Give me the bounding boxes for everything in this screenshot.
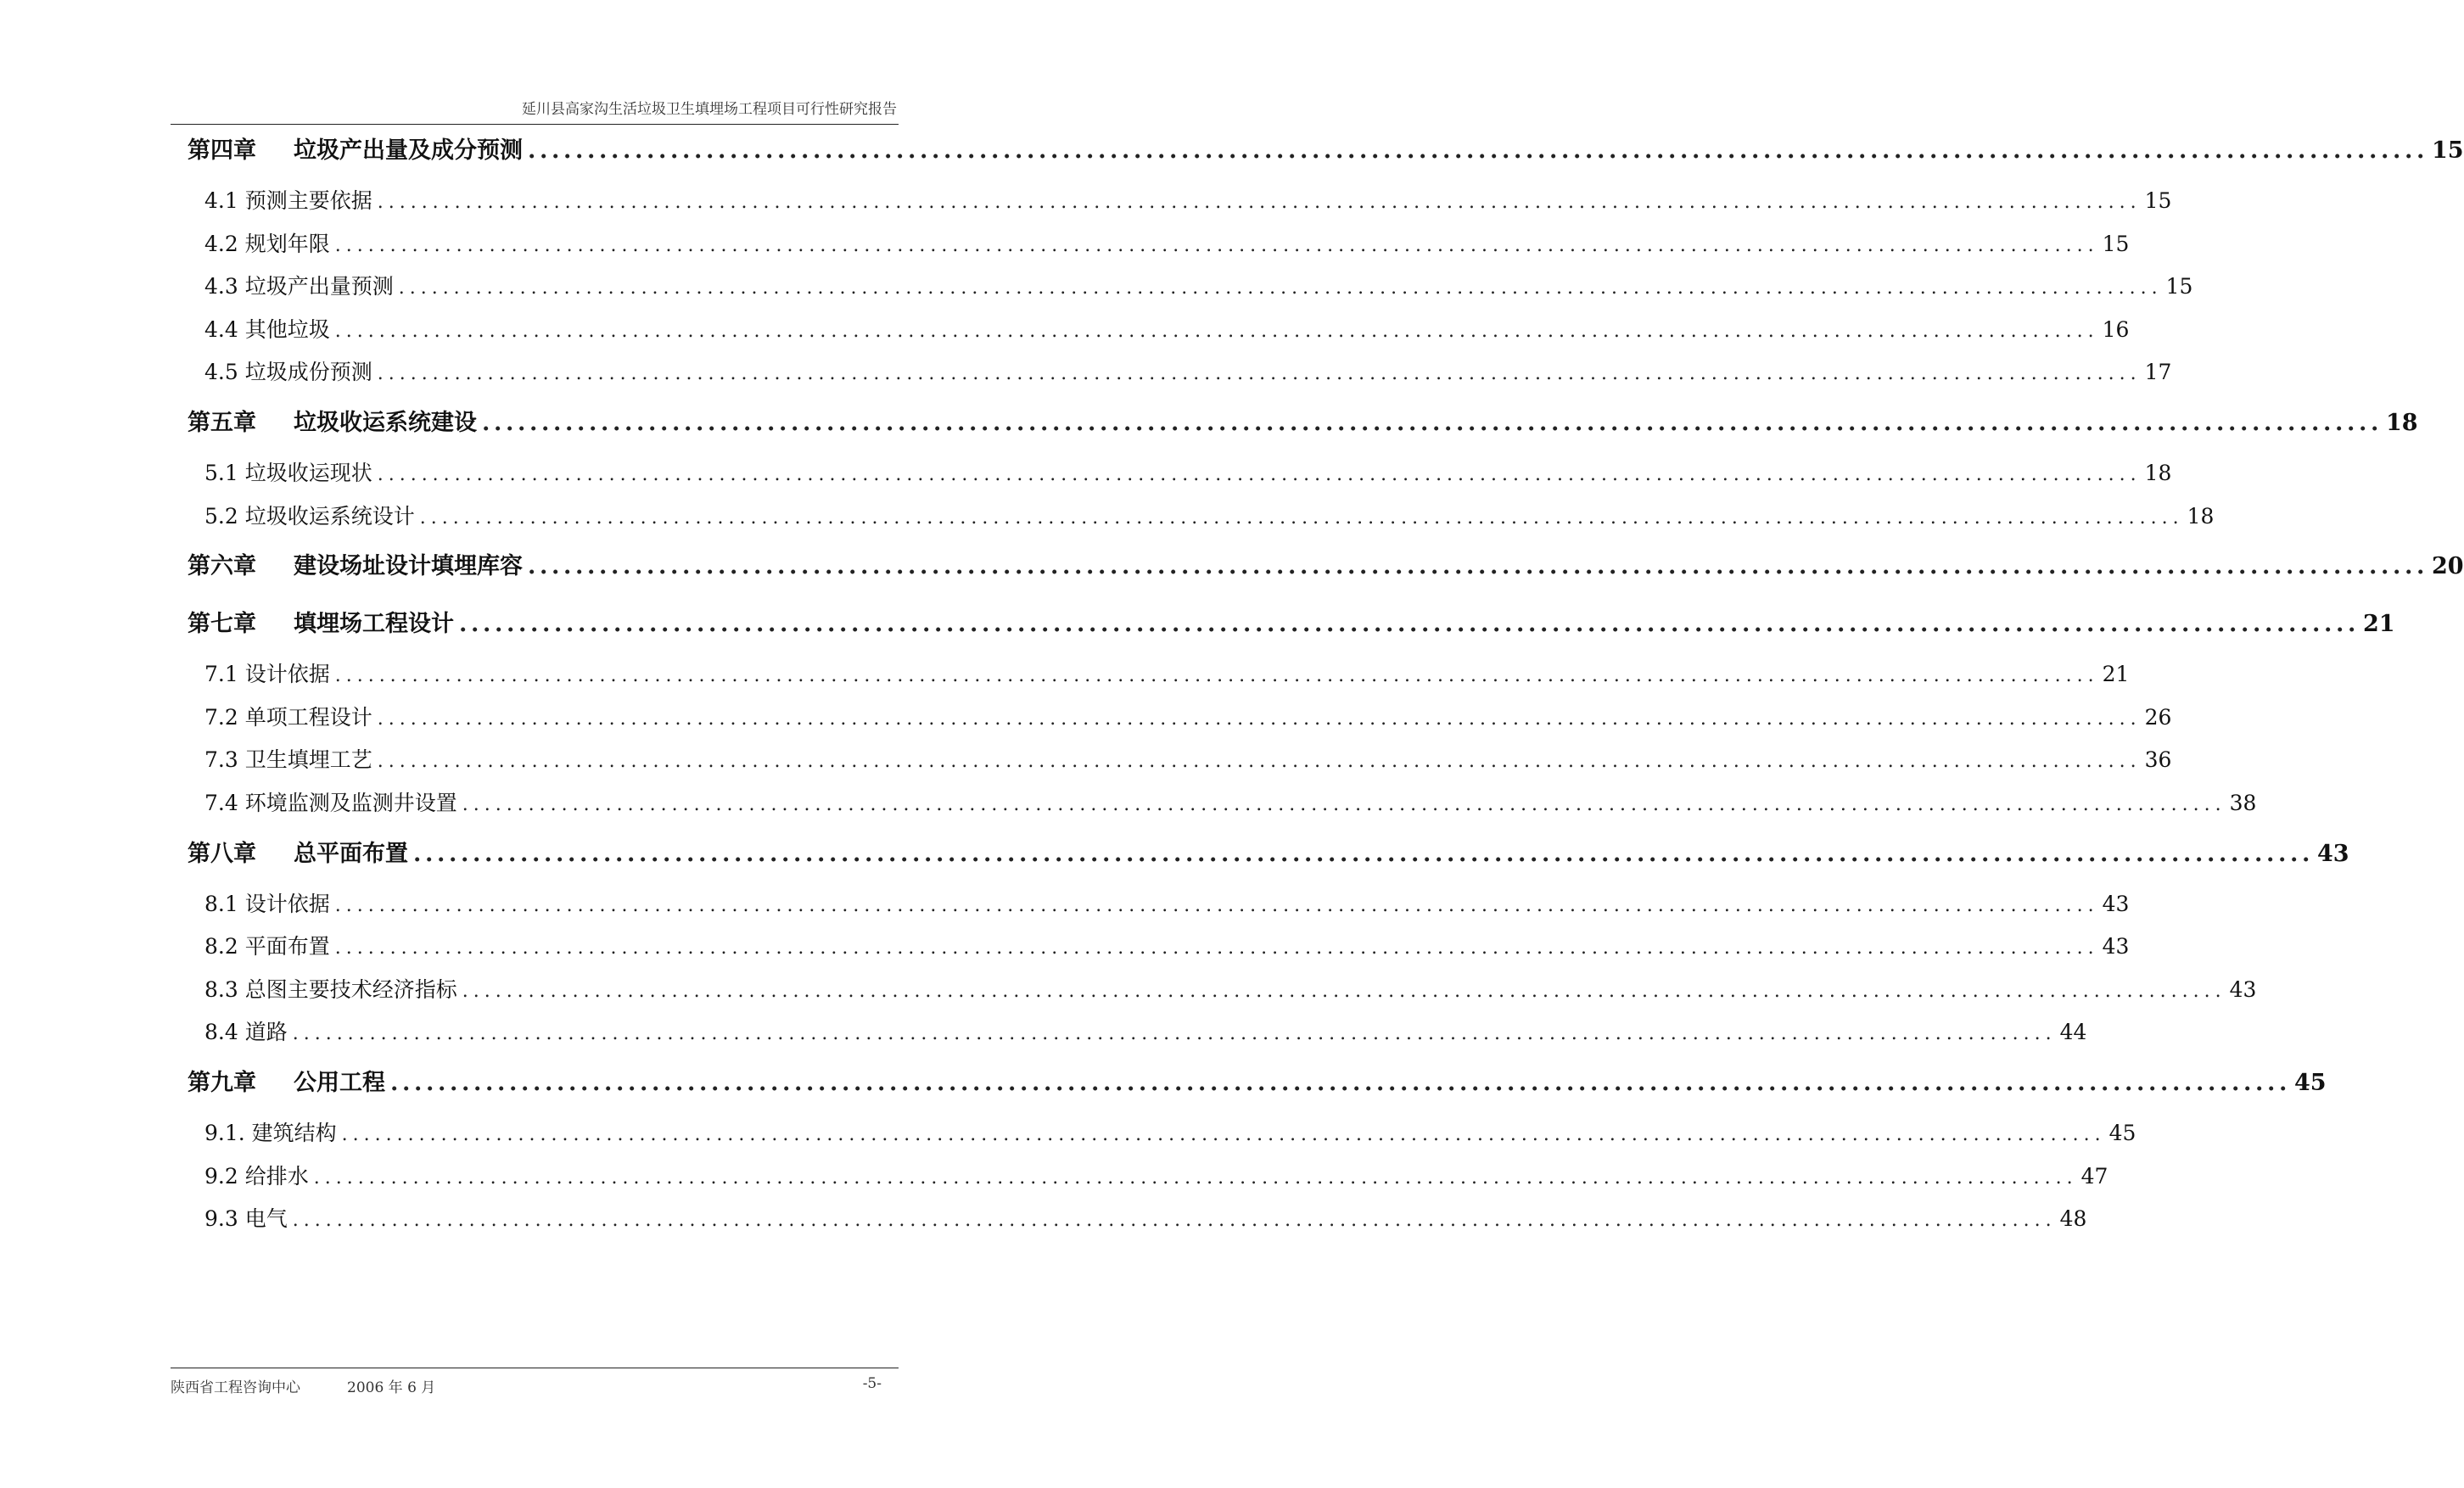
toc-page-number: 43 [2316, 840, 2349, 867]
section-label: 4.3 垃圾产出量预测 [204, 274, 394, 299]
dot-leader: ................................................................................................................................................................ [528, 137, 2428, 164]
section-label: 5.2 垃圾收运系统设计 [204, 503, 415, 529]
dot-leader: ................................................................................................................................................................ [377, 464, 2142, 485]
toc-section-entry[interactable] [188, 313, 2130, 344]
section-label: 5.1 垃圾收运现状 [204, 461, 372, 485]
section-label: 7.1 设计依据 [204, 662, 330, 687]
toc-chapter-entry[interactable] [188, 1064, 2327, 1097]
toc-page-number: 38 [2229, 791, 2257, 815]
toc-section-entry[interactable] [188, 657, 2130, 688]
toc-section-entry[interactable] [188, 1160, 2108, 1190]
footer-date: 2006 年 6 月 [347, 1379, 436, 1396]
chapter-title: 建设场址设计填埋库容 [294, 553, 523, 580]
toc-chapter-entry[interactable] [188, 605, 2395, 638]
toc-page-number: 18 [2187, 503, 2215, 529]
chapter-heading [188, 131, 528, 165]
chapter-heading [188, 404, 482, 437]
section-label: 4.5 垃圾成份预测 [204, 360, 372, 385]
toc-page-number: 45 [2293, 1070, 2327, 1096]
dot-leader: ................................................................................................................................................................ [398, 277, 2163, 299]
chapter-heading [188, 835, 413, 868]
dot-leader: ................................................................................................................................................................ [292, 1210, 2057, 1232]
chapter-number: 第七章 [188, 611, 256, 638]
toc-section-entry[interactable] [188, 743, 2172, 774]
toc-page-number: 26 [2144, 704, 2172, 730]
toc-section-entry[interactable] [188, 701, 2172, 731]
chapter-number: 第六章 [188, 553, 256, 580]
toc-page-number: 43 [2102, 891, 2130, 916]
chapter-title: 总平面布置 [294, 840, 408, 867]
toc-page-number: 43 [2102, 934, 2130, 959]
chapter-title: 垃圾产出量及成分预测 [294, 137, 523, 164]
dot-leader: ................................................................................................................................................................ [482, 410, 2383, 436]
dot-leader: ................................................................................................................................................................ [292, 1023, 2057, 1045]
toc-section-entry[interactable] [188, 184, 2172, 215]
toc-page-number: 15 [2102, 231, 2130, 256]
page-footer [171, 1368, 899, 1394]
toc-section-entry[interactable] [188, 227, 2130, 258]
chapter-heading [188, 605, 459, 638]
chapter-number: 第五章 [188, 410, 256, 436]
toc-page-number: 21 [2102, 662, 2130, 687]
dot-leader: ................................................................................................................................................................ [313, 1166, 2078, 1189]
dot-leader: ................................................................................................................................................................ [334, 894, 2099, 916]
dot-leader: ................................................................................................................................................................ [377, 192, 2142, 213]
toc-page-number: 45 [2108, 1121, 2136, 1145]
section-label: 4.2 规划年限 [204, 231, 330, 256]
toc-page-number: 21 [2362, 611, 2395, 638]
dot-leader: ................................................................................................................................................................ [419, 506, 2184, 529]
toc-section-entry[interactable] [188, 1202, 2087, 1233]
dot-leader: ................................................................................................................................................................ [462, 980, 2226, 1002]
toc-section-entry[interactable] [188, 500, 2215, 530]
dot-leader: ................................................................................................................................................................ [377, 708, 2142, 730]
toc-section-entry[interactable] [188, 930, 2130, 960]
page-number: -5- [862, 1375, 882, 1392]
toc-section-entry[interactable] [188, 1116, 2136, 1147]
section-label: 8.3 总图主要技术经济指标 [204, 976, 457, 1002]
footer-organization: 陕西省工程咨询中心 [171, 1379, 300, 1396]
section-label: 8.2 平面布置 [204, 934, 330, 959]
dot-leader: ................................................................................................................................................................ [377, 363, 2142, 385]
toc-page-number: 15 [2165, 274, 2193, 299]
dot-leader: ................................................................................................................................................................ [528, 553, 2428, 580]
toc-section-entry[interactable] [188, 1015, 2087, 1046]
chapter-title: 公用工程 [294, 1070, 385, 1096]
chapter-title: 填埋场工程设计 [294, 611, 454, 638]
section-label: 4.4 其他垃圾 [204, 316, 330, 342]
dot-leader: ................................................................................................................................................................ [341, 1124, 2106, 1145]
dot-leader: ................................................................................................................................................................ [377, 751, 2142, 773]
section-label: 9.3 电气 [204, 1206, 288, 1232]
toc-page-number: 15 [2144, 188, 2172, 213]
section-label: 7.3 卫生填埋工艺 [204, 747, 372, 773]
toc-page-number: 18 [2144, 461, 2172, 485]
section-label: 7.4 环境监测及监测井设置 [204, 791, 457, 815]
chapter-number: 第九章 [188, 1070, 256, 1096]
chapter-number: 第四章 [188, 137, 256, 164]
toc-section-entry[interactable] [188, 973, 2257, 1004]
document-title: 延川县高家沟生活垃圾卫生填埋场工程项目可行性研究报告 [522, 101, 897, 118]
section-label: 8.1 设计依据 [204, 891, 330, 916]
toc-page-number: 15 [2431, 137, 2464, 164]
toc-chapter-entry[interactable] [188, 547, 2464, 580]
toc-page-number: 43 [2229, 976, 2257, 1002]
toc-section-entry[interactable] [188, 786, 2257, 817]
dot-leader: ................................................................................................................................................................ [462, 794, 2226, 815]
toc-page-number: 20 [2431, 553, 2464, 580]
dot-leader: ................................................................................................................................................................ [334, 937, 2099, 959]
chapter-heading [188, 1064, 390, 1097]
section-label: 7.2 单项工程设计 [204, 704, 372, 730]
dot-leader: ................................................................................................................................................................ [334, 665, 2099, 687]
section-label: 9.1. 建筑结构 [204, 1121, 337, 1145]
section-label: 8.4 道路 [204, 1020, 288, 1045]
toc-section-entry[interactable] [188, 270, 2193, 300]
dot-leader: ................................................................................................................................................................ [390, 1070, 2291, 1096]
toc-chapter-entry[interactable] [188, 835, 2349, 868]
toc-section-entry[interactable] [188, 355, 2172, 386]
toc-chapter-entry[interactable] [188, 131, 2464, 165]
chapter-title: 垃圾收运系统建设 [294, 410, 477, 436]
toc-page-number: 36 [2144, 747, 2172, 773]
dot-leader: ................................................................................................................................................................ [459, 611, 2360, 638]
toc-page-number: 17 [2144, 360, 2172, 385]
section-label: 4.1 预测主要依据 [204, 188, 372, 213]
toc-page-number: 18 [2385, 410, 2418, 436]
section-label: 9.2 给排水 [204, 1163, 309, 1189]
page-header [171, 95, 899, 125]
chapter-number: 第八章 [188, 840, 256, 867]
toc-section-entry[interactable] [188, 456, 2172, 487]
dot-leader: ................................................................................................................................................................ [334, 234, 2099, 256]
toc-page-number: 47 [2080, 1163, 2108, 1189]
dot-leader: ................................................................................................................................................................ [334, 320, 2099, 342]
toc-page-number: 16 [2102, 316, 2130, 342]
toc-page-number: 44 [2059, 1020, 2087, 1045]
toc-section-entry[interactable] [188, 887, 2130, 918]
toc-chapter-entry[interactable] [188, 404, 2418, 437]
toc-page-number: 48 [2059, 1206, 2087, 1232]
dot-leader: ................................................................................................................................................................ [413, 840, 2314, 867]
chapter-heading [188, 547, 528, 580]
